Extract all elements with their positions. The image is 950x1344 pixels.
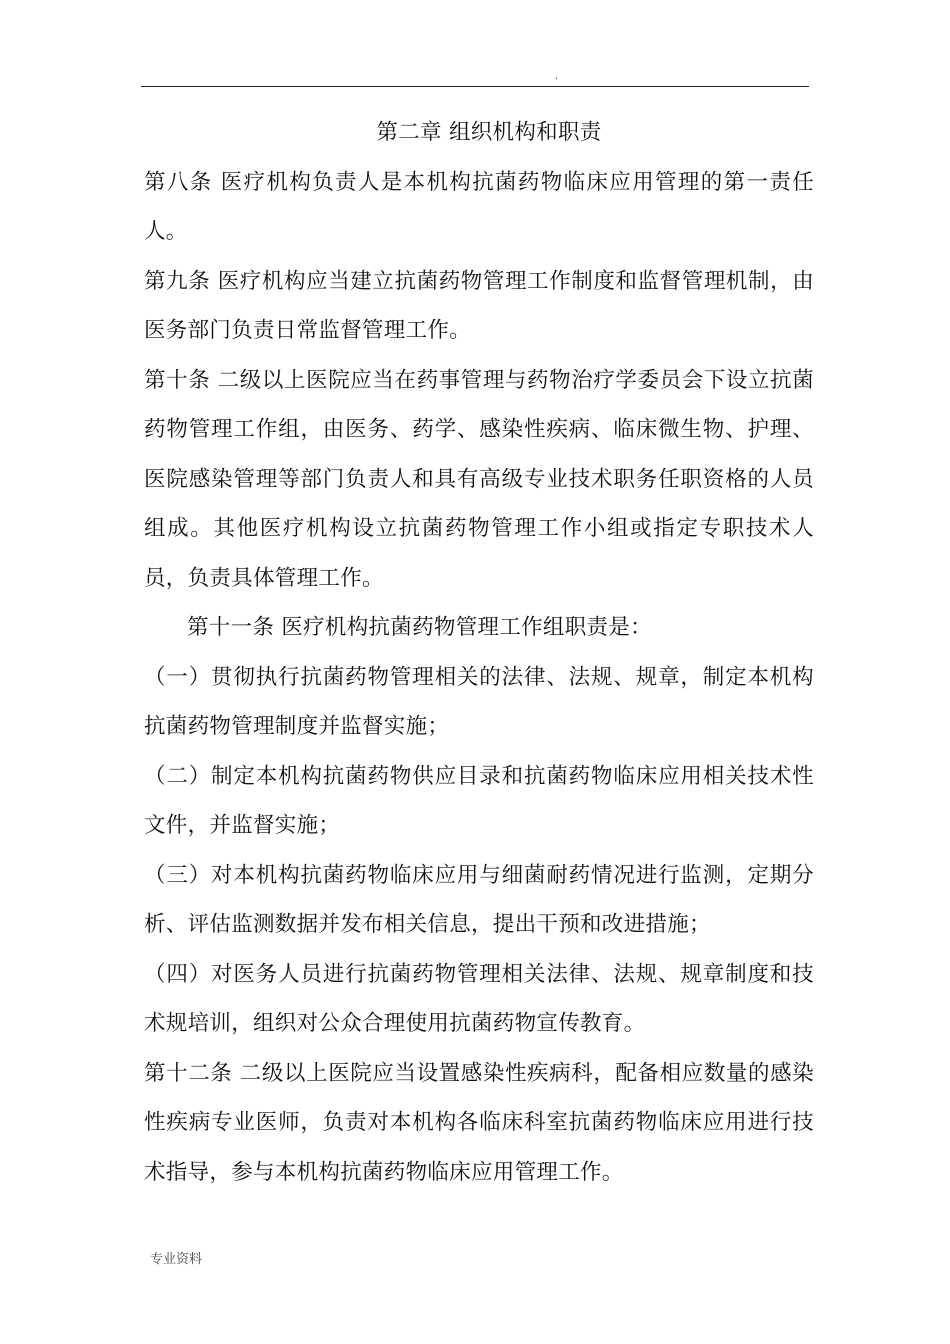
chapter-title: 第二章 组织机构和职责 — [376, 120, 602, 145]
article-11-item-1: （一）贯彻执行抗菌药物管理相关的法律、法规、规章，制定本机构抗菌药物管理制度并监督实施； — [144, 664, 814, 739]
header-mark: . — [555, 71, 559, 82]
article-11-item-4: （四）对医务人员进行抗菌药物管理相关法律、法规、规章制度和技术规培训，组织对公众合理使用抗菌药物宣传教育。 — [144, 961, 814, 1036]
article-11: 第十一条 医疗机构抗菌药物管理工作组职责是： — [187, 615, 652, 640]
article-10: 第十条 二级以上医院应当在药事管理与药物治疗学委员会下设立抗菌药物管理工作组，由医务、药学、感染性疾病、临床微生物、护理、医院感染管理等部门负责人和具有高级专业技术职务任职资格的人员组成。其他医疗机构设立抗菌药物管理工作小组或指定专职技术人员，负责具体管理工作。 — [144, 367, 814, 591]
article-11-item-2: （二）制定本机构抗菌药物供应目录和抗菌药物临床应用相关技术性文件，并监督实施； — [144, 763, 814, 838]
article-12: 第十二条 二级以上医院应当设置感染性疾病科，配备相应数量的感染性疾病专业医师，负责对本机构各临床科室抗菌药物临床应用进行技术指导，参与本机构抗菌药物临床应用管理工作。 — [144, 1060, 814, 1185]
footer-label: 专业资料 — [150, 1252, 203, 1267]
article-8: 第八条 医疗机构负责人是本机构抗菌药物临床应用管理的第一责任人。 — [144, 169, 814, 244]
document-body — [144, 108, 814, 1197]
header-rule — [141, 86, 809, 87]
article-9: 第九条 医疗机构应当建立抗菌药物管理工作制度和监督管理机制，由医务部门负责日常监督管理工作。 — [144, 268, 814, 343]
article-11-item-3: （三）对本机构抗菌药物临床应用与细菌耐药情况进行监测，定期分析、评估监测数据并发布相关信息，提出干预和改进措施； — [144, 862, 814, 937]
